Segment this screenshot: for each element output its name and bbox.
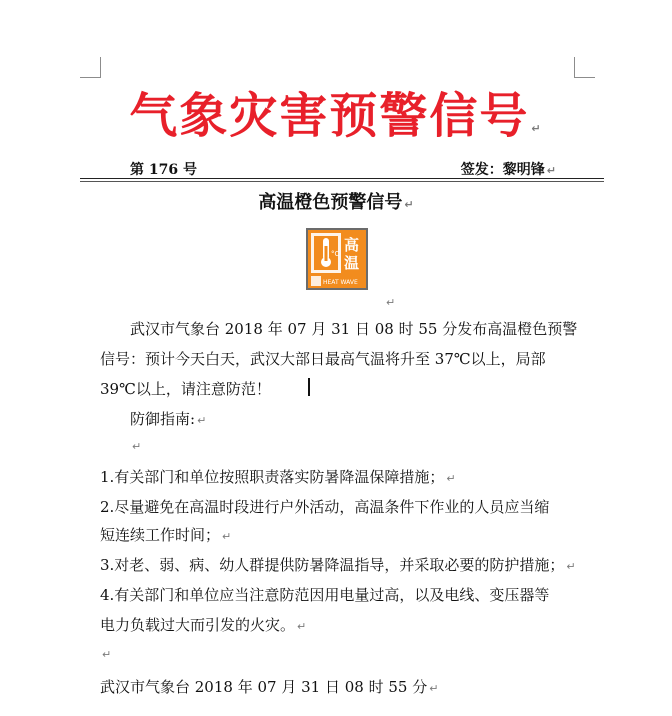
paragraph-mark-icon: ↵ <box>446 472 456 485</box>
icon-unit: °C <box>331 250 340 258</box>
icon-char-1: 高 <box>344 236 360 254</box>
body-line-3: 39℃以上，请注意防范！ <box>100 380 271 398</box>
paragraph-mark-icon: ↵ <box>132 440 142 453</box>
body-line-2: 信号：预计今天白天，武汉大部日最高气温将升至 37℃以上，局部 <box>100 350 546 368</box>
header-row <box>80 157 594 179</box>
measure-line-3: 短连续工作时间； ↵ <box>100 526 232 544</box>
paragraph-mark-icon: ↵ <box>222 530 232 543</box>
measure-line-5: 4.有关部门和单位应当注意防范因用电量过高，以及电线、变压器等 <box>100 586 550 604</box>
body-line-1: 武汉市气象台 2018 年 07 月 31 日 08 时 55 分发布高温橙色预警 <box>130 320 578 338</box>
paragraph-mark-icon: ↵ <box>429 682 439 695</box>
paragraph-mark-icon: ↵ <box>566 560 576 573</box>
signal-title: 高温橙色预警信号 ↵ <box>258 192 414 213</box>
paragraph-mark-icon: ↵ <box>531 122 543 135</box>
document-title: 气象灾害预警信号 ↵ <box>129 88 543 144</box>
icon-english: HEAT WAVE <box>323 279 358 286</box>
header-rule <box>80 178 604 179</box>
measure-line-6: 电力负载过大而引发的火灾。 ↵ <box>100 616 307 634</box>
paragraph-mark-icon: ↵ <box>102 648 112 661</box>
paragraph-mark-icon: ↵ <box>297 620 307 633</box>
footer-line: 武汉市气象台 2018 年 07 月 31 日 08 时 55 分 ↵ <box>100 678 439 696</box>
paragraph-mark-icon: ↵ <box>404 198 414 211</box>
heat-wave-orange-icon <box>306 228 368 290</box>
signatory: 签发：黎明锋 ↵ <box>460 162 556 178</box>
paragraph-mark-icon: ↵ <box>197 414 207 427</box>
icon-char-2: 温 <box>344 254 360 272</box>
crop-mark-top-right <box>574 57 595 78</box>
paragraph-mark-icon: ↵ <box>386 296 396 309</box>
measure-line-1: 1.有关部门和单位按照职责落实防暑降温保障措施； ↵ <box>100 468 456 486</box>
issue-number: 第 176 号 <box>130 162 197 178</box>
measure-line-4: 3.对老、弱、病、幼人群提供防暑降温指导，并采取必要的防护措施； ↵ <box>100 556 576 574</box>
guide-label: 防御指南: ↵ <box>130 410 207 428</box>
text-cursor[interactable] <box>308 378 310 396</box>
crop-mark-top-left <box>80 57 101 78</box>
paragraph-mark-icon: ↵ <box>546 164 556 177</box>
measure-line-2: 2.尽量避免在高温时段进行户外活动，高温条件下作业的人员应当缩 <box>100 498 550 516</box>
header-rule-thin <box>80 181 604 182</box>
